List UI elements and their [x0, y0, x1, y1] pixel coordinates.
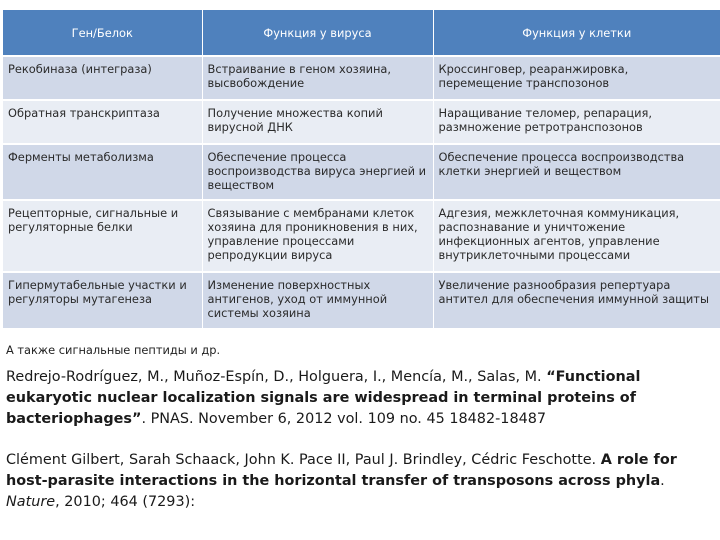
table-footnote: А также сигнальные пептиды и др. [6, 343, 221, 357]
reference-1 [6, 367, 718, 430]
cell-gene: Гипермутабельные участки и регуляторы мутагенеза [3, 272, 202, 328]
reference-title: “Functional eukaryotic nuclear localization signals are widespread in terminal proteins of bacteriophages” [6, 369, 641, 427]
reference-source: , 2010; 464 (7293): [55, 494, 196, 510]
cell-virus-function: Получение множества копий вирусной ДНК [202, 100, 433, 144]
cell-cell-function: Обеспечение процесса воспроизводства клетки энергией и веществом [433, 144, 720, 200]
reference-source: . PNAS. November 6, 2012 vol. 109 no. 45 18482-18487 [141, 411, 547, 427]
cell-virus-function: Связывание с мембранами клеток хозяина для проникновения в них, управление процессами репродукции вируса [202, 200, 433, 272]
reference-2 [6, 450, 718, 513]
cell-virus-function: Обеспечение процесса воспроизводства вируса энергией и веществом [202, 144, 433, 200]
table-row [3, 272, 720, 328]
cell-cell-function: Кроссинговер, реаранжировка, перемещение транспозонов [433, 56, 720, 100]
header-cell-function: Функция у клетки [433, 10, 720, 56]
table-row [3, 56, 720, 100]
header-virus-function: Функция у вируса [202, 10, 433, 56]
cell-cell-function: Наращивание теломер, репарация, размножение ретротранспозонов [433, 100, 720, 144]
cell-gene: Ферменты метаболизма [3, 144, 202, 200]
reference-separator: . [660, 473, 665, 489]
cell-gene: Обратная транскриптаза [3, 100, 202, 144]
table-header-row [3, 10, 720, 56]
cell-virus-function: Изменение поверхностных антигенов, уход от иммунной системы хозяина [202, 272, 433, 328]
cell-virus-function: Встраивание в геном хозяина, высвобождение [202, 56, 433, 100]
table-row [3, 100, 720, 144]
table-row [3, 200, 720, 272]
reference-journal: Nature [6, 494, 56, 510]
header-gene-protein: Ген/Белок [3, 10, 202, 56]
gene-function-table [3, 10, 720, 328]
cell-gene: Рекобиназа (интеграза) [3, 56, 202, 100]
reference-title: A role for host-parasite interactions in the horizontal transfer of transposons across phyla [6, 452, 677, 489]
reference-authors: Redrejo-Rodríguez, M., Muñoz-Espín, D., Holguera, I., Mencía, M., Salas, M. [6, 369, 547, 385]
table-row [3, 144, 720, 200]
reference-authors: Clément Gilbert, Sarah Schaack, John K. Pace II, Paul J. Brindley, Cédric Feschotte. [6, 452, 601, 468]
cell-cell-function: Адгезия, межклеточная коммуникация, распознавание и уничтожение инфекционных агентов, управление внутриклеточными процессами [433, 200, 720, 272]
cell-gene: Рецепторные, сигнальные и регуляторные белки [3, 200, 202, 272]
cell-cell-function: Увеличение разнообразия репертуара антител для обеспечения иммунной защиты [433, 272, 720, 328]
